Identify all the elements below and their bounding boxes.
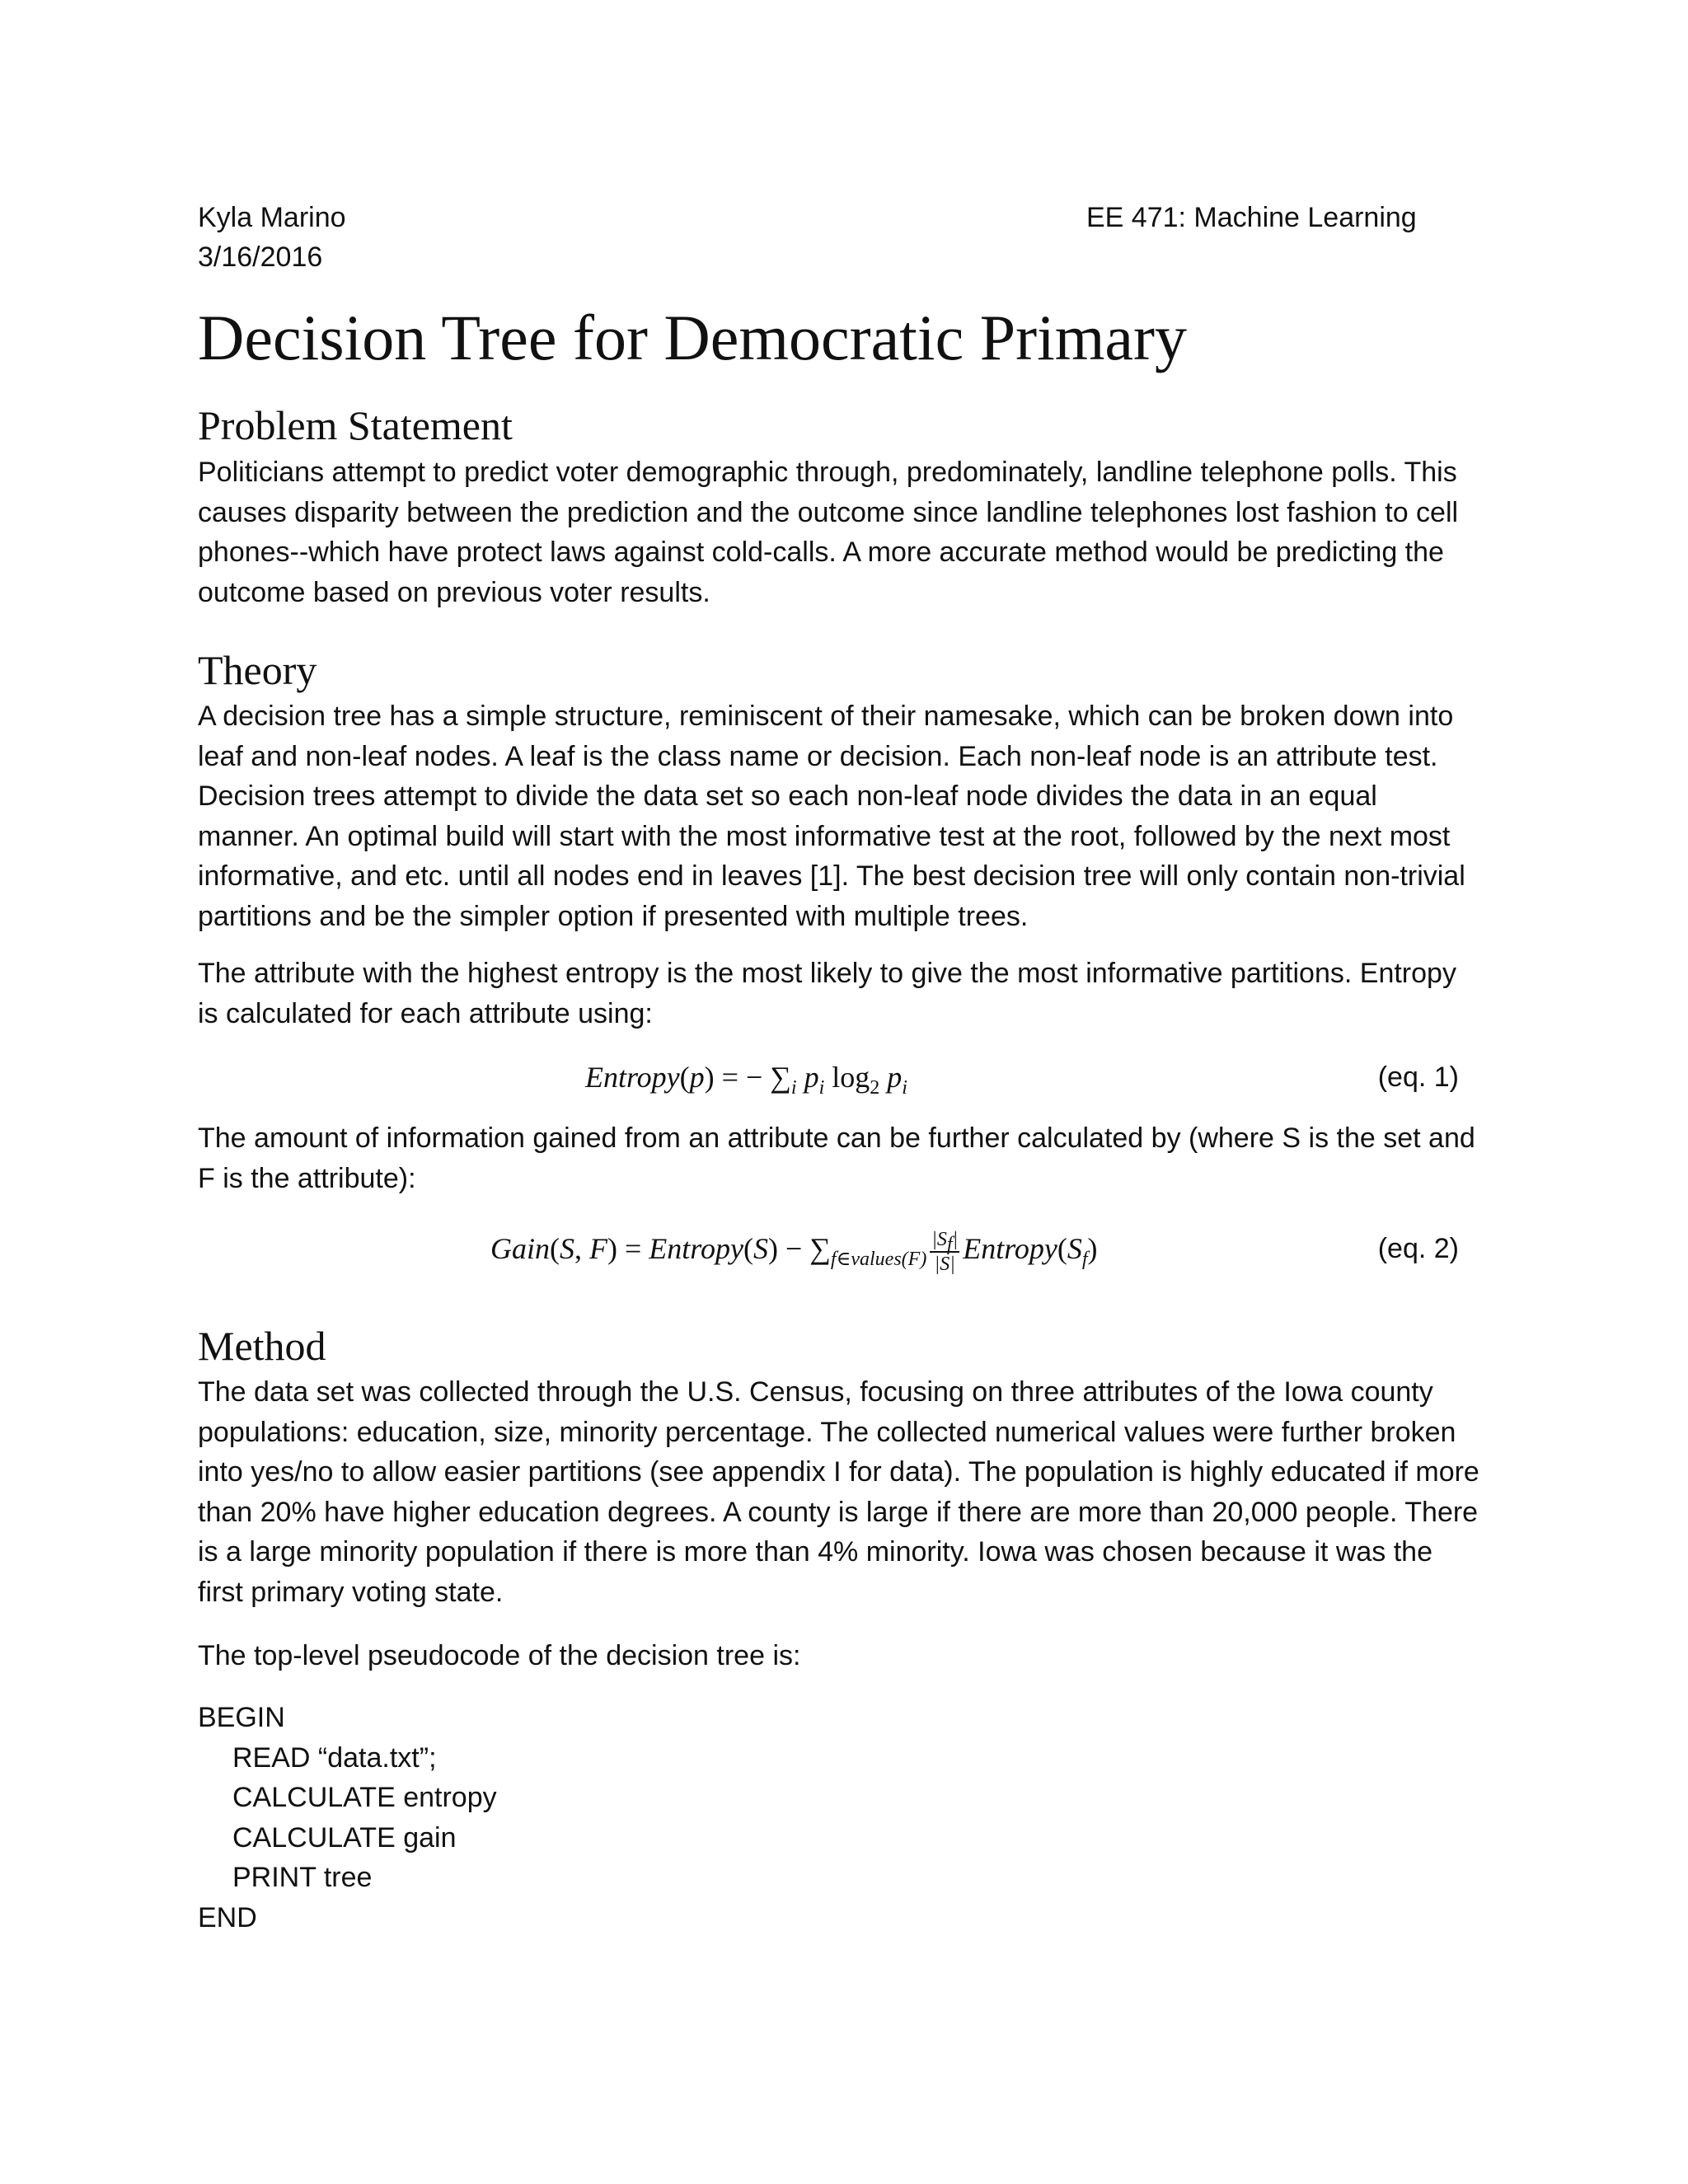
entropy-formula: Entropy(p) = − $\sum_i$ $p_i$ $\log_2 p_i$ bbox=[585, 1061, 907, 1099]
pseudocode-line: BEGIN bbox=[198, 1702, 285, 1733]
gain-formula: Gain(S, F) = Entropy(S) − $\sum_{f\in values(F)}$ $\frac{|S_f|}{|S|}$ $Entropy(S_f)$ bbox=[490, 1228, 1098, 1275]
author-name: Kyla Marino bbox=[198, 202, 346, 233]
course-name: EE 471: Machine Learning bbox=[1086, 202, 1417, 233]
equation-entropy bbox=[198, 1048, 1459, 1106]
document-date: 3/16/2016 bbox=[198, 241, 323, 273]
equation-label-2: (eq. 2) bbox=[1377, 1233, 1459, 1264]
pseudocode-block bbox=[198, 1698, 497, 1938]
pseudocode-line: READ “data.txt”; bbox=[232, 1741, 437, 1774]
paragraph-method-pseudocode-intro: The top-level pseudocode of the decision tree is: bbox=[198, 1640, 801, 1671]
equation-gain bbox=[198, 1220, 1459, 1277]
document-title: Decision Tree for Democratic Primary bbox=[198, 302, 1188, 373]
heading-method: Method bbox=[198, 1323, 326, 1369]
heading-problem-statement: Problem Statement bbox=[198, 402, 513, 448]
paragraph-problem-statement: Politicians attempt to predict voter demographic through, predominately, landline telephone polls. This causes disparity between the prediction and the outcome since landline telephones lost fashion to cell phones--which have protect laws against cold-calls. A more accurate method would be predicting the outcome based on previous voter results. bbox=[198, 457, 1459, 608]
pseudocode-line: PRINT tree bbox=[232, 1862, 373, 1893]
heading-theory: Theory bbox=[198, 647, 317, 693]
pseudocode-line: END bbox=[198, 1901, 257, 1933]
paragraph-theory-gain: The amount of information gained from an attribute can be further calculated by (where S is the set and F is the attribute): bbox=[198, 1122, 1475, 1194]
equation-label-1: (eq. 1) bbox=[1377, 1062, 1459, 1093]
paragraph-method-data: The data set was collected through the U.S. Census, focusing on three attributes of the Iowa county populations: education, size, minority percentage. The collected numerical values were further broken into yes/no to allow easier partitions (see appendix I for data). The population is highly educated if more than 20% have higher education degrees. A county is large if there are more than 20,000 people. There is a large minority population if there is more than 4% minority. Iowa was chosen because it was the first primary voting state. bbox=[198, 1376, 1479, 1608]
pseudocode-line: CALCULATE entropy bbox=[232, 1782, 497, 1813]
paragraph-theory-intro: A decision tree has a simple structure, reminiscent of their namesake, which can be broken down into leaf and non-leaf nodes. A leaf is the class name or decision. Each non-leaf node is an attribute test. Decision trees attempt to divide the data set so each non-leaf node divides the data in an equal manner. An optimal build will start with the most informative test at the root, followed by the next most informative, and etc. until all nodes end in leaves [1]. The best decision tree will only contain non-trivial partitions and be the simpler option if presented with multiple trees. bbox=[198, 701, 1465, 932]
document-page bbox=[198, 0, 1492, 2184]
paragraph-theory-entropy: The attribute with the highest entropy is the most likely to give the most informative partitions. Entropy is calculated for each attribute using: bbox=[198, 958, 1456, 1029]
pseudocode-line: CALCULATE gain bbox=[232, 1821, 457, 1854]
